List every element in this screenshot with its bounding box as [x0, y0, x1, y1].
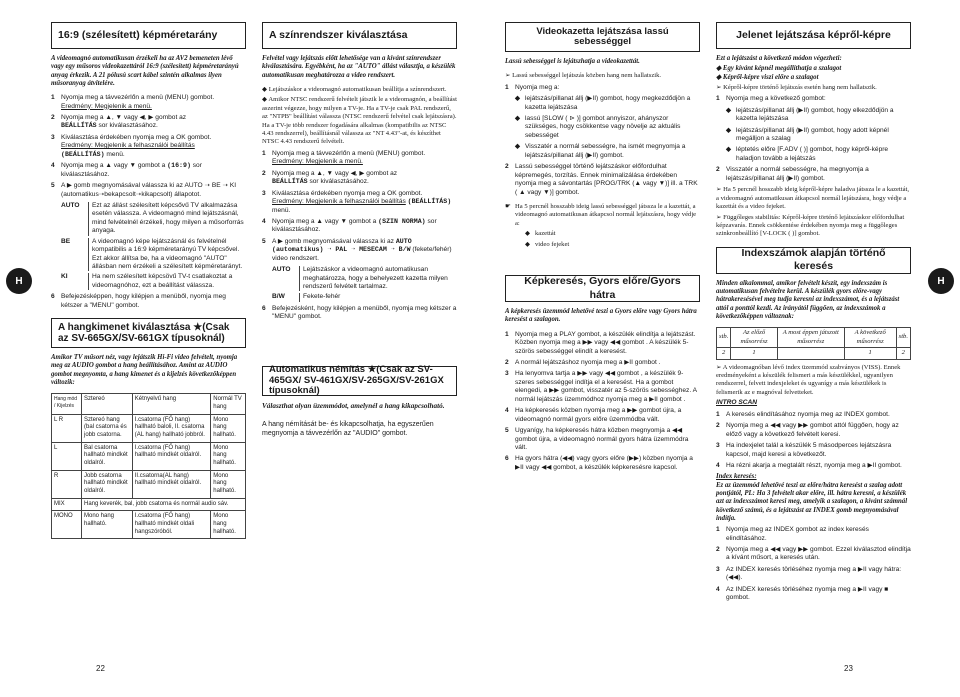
intro-line: Ezt a lejátszást a következő módon végezheti: [716, 55, 842, 62]
table-header: Kétnyelvű hang [132, 394, 211, 414]
step [716, 546, 911, 563]
step-text: Nyomja meg a: [515, 83, 560, 91]
table-cell: Bal csatorna hallható mindkét oldalról. [82, 442, 133, 470]
table-header: Normál TV hang [211, 394, 246, 414]
step-number: 3 [716, 565, 720, 573]
step-text: Az INDEX keresés törléséhez nyomja meg a ▶II vagy hátra: (◀◀). [726, 565, 902, 582]
step-number: 2 [716, 422, 720, 430]
step-number: 5 [51, 182, 55, 190]
table-row [52, 414, 246, 442]
table-row [52, 470, 246, 498]
table-cell: Hang keverék, bal, jobb csatorna és normál audio sáv. [82, 498, 246, 511]
list-item-text: video fejeket [535, 240, 570, 248]
step-result: Eredmény: Megjelenik a menü. [61, 102, 152, 110]
step-number: 4 [505, 407, 509, 415]
intro-scan-title: INTRO SCAN [716, 399, 758, 407]
menu-item-label: BEÁLLÍTÁS [61, 122, 97, 130]
table-cell: stb. [717, 328, 731, 348]
sub-step [726, 146, 911, 163]
section-title-audio: A hangkimenet kiválasztása ★(Csak az SV-665GX/SV-661GX típusoknál) [51, 318, 246, 348]
step-text: Kiválasztása érdekében nyomja meg a OK gombot. [61, 133, 212, 141]
step-number: 1 [716, 410, 720, 418]
table-cell: A most éppen játszott műsorrész [777, 328, 844, 348]
note-text: ➢ Ha 5 percnél hosszabb ideig képről-képre haladva játssza le a kazettát, a videomagnó automatikusan átkapcsol normál lejátszásra, hogy védje a kazettát és a video fejeket. [716, 186, 909, 211]
step-number: 2 [262, 169, 266, 177]
step-number: 2 [51, 114, 55, 121]
audio-mode-table [51, 393, 246, 539]
step-text: Ha indexjelet talál a készülék 5 másodperces lejátszásra kapcsol, majd keresi a következőt. [726, 442, 892, 458]
step-number: 2 [716, 166, 720, 174]
step [262, 305, 457, 322]
table-cell: II.csatorna(AL hang) hallható mindkét oldalról. [132, 470, 211, 498]
step [505, 370, 700, 404]
step [505, 407, 700, 424]
mode-desc: Ezt az állást szélesített képcsővű TV alkalmazása esetén válassza. A videomagnó mind lejátszásnál, mind felvételnél érzékeli, hogy milyen a műsorforrás anyaga. [92, 201, 244, 235]
step-number: 1 [51, 94, 55, 102]
step-number: 2 [505, 163, 509, 171]
mode-row [272, 266, 457, 291]
table-cell: 2 [896, 348, 910, 359]
list-item-text: ◆ Lejátszáskor a videomagnó automatikusan beállítja a színrendszert. [262, 85, 447, 93]
step-text: Az INDEX keresés törléséhez nyomja meg a ▶II vagy ■ gombot. [726, 585, 889, 602]
table-cell: Jobb csatorna hallható mindkét oldalról. [82, 470, 133, 498]
mode-key: B/W [272, 293, 300, 301]
step-number: 6 [505, 455, 509, 463]
table-cell: I.csatorna (FŐ hang) hallható mindkét oldali hangszóróból. [132, 511, 211, 539]
list-item [262, 86, 457, 94]
table-cell: Az előző műsorrész [731, 328, 777, 348]
diamond-icon: ◆ [726, 146, 732, 154]
table-cell: Sztereó hang (bal csatorna és jobb csatorna. [82, 414, 133, 442]
step-text: Ha képkeresés közben nyomja meg a ▶▶ gombot újra, a videomagnó normál gyors előre üzemmódba vált. [515, 407, 682, 423]
diamond-icon: ◆ [525, 240, 531, 248]
step-text: sor kiválasztásához. [309, 178, 369, 186]
step-text: Nyomja meg a ▲ vagy ▼ gombot a [272, 217, 377, 225]
sub-step [515, 115, 700, 140]
table-cell: Mono hang hallható. [211, 442, 246, 470]
step [505, 427, 700, 452]
step [51, 94, 246, 111]
table-cell: 2 [717, 348, 731, 359]
step-number: 1 [505, 330, 509, 338]
auto-mute-body: A hang némítását be- és kikapcsolhatja, ha egyszerűen megnyomja a távvezérlőn az "AUDIO" gombot. [262, 420, 434, 437]
sub-step [726, 127, 911, 144]
step-text: Befejezésként, hogy kilépjen a menüből, nyomja meg kétszer a "MENU" gombot. [272, 304, 457, 321]
intro-widescreen: A videomagnó automatikusan érzékeli ha az AV2 bemeneten lévő vagy egy műsoros videokazettáról 16:9 (szélesített) képméretarányú anyag érkezik. A 21 pólusú scart kábel szintén alkalmas ilyen műsoranyag átvitelére. [51, 55, 239, 87]
mode-row [61, 273, 246, 290]
list-item [525, 230, 700, 238]
step-result: Eredmény: Megjelenik a felhasználói beállítás [272, 198, 406, 206]
step-text: lejátszás/pillanat állj (▶II) gombot, hogy megkezdődjön a kazetta lejátszása [525, 95, 691, 111]
table-cell: Mono hang hallható. [211, 470, 246, 498]
step [716, 422, 911, 439]
step [716, 566, 911, 583]
intro-color-system: Felvétel vagy lejátszás előtt lehetősége van a kívánt színrendszer kiválasztására. Egyébként, ha az "AUTO" állást választja, a készülék automatikusan meghatározza a video rendszert. [262, 55, 456, 79]
diamond-icon: ◆ [525, 230, 531, 238]
table-cell: Mono hang hallható. [211, 414, 246, 442]
menu-item-label: (16:9) [167, 162, 191, 170]
step-number: 6 [51, 293, 55, 301]
table-cell: 1 [731, 348, 777, 359]
list-item [262, 96, 457, 147]
language-tab-right: H [928, 268, 954, 294]
table-header: Sztereó [82, 394, 133, 414]
section-title-color-system: A színrendszer kiválasztása [262, 22, 457, 49]
step-text: (fekete/fehér) video rendszert. [272, 246, 452, 262]
step-text: Ha gyors hátra (◀◀) vagy gyors előre (▶▶) közben nyomja a ▶II vagy ◀◀ gombot, a készülék képkeresésre kapcsol. [515, 455, 693, 471]
step-number: 6 [262, 304, 266, 312]
intro-line: ◆ Képről-képre viszi előre a szalagot [716, 73, 819, 81]
note-text: Ha 5 percnél hosszabb ideig lassú sebességgel játssza le a kazettát, a videomagnó automatikusan átkapcsol normál lejátszásra, hogy védje a: [515, 202, 697, 227]
step [716, 166, 911, 183]
step-number: 3 [51, 133, 55, 141]
list-item-text: kazettát [535, 230, 556, 238]
step [716, 526, 911, 543]
note [716, 186, 911, 211]
section-title-widescreen: 16:9 (szélesített) képméretarány [51, 22, 246, 49]
step-number: 4 [262, 217, 266, 225]
step-text: Nyomja meg a ▲ vagy ▼ gombot a [61, 162, 166, 170]
step-text: Nyomja meg a ◀◀ vagy ▶▶ gombot attól függően, hogy az előző vagy a következő felvételt keresi. [726, 422, 899, 438]
table-cell: Mono hang hallható. [211, 511, 246, 539]
step [716, 95, 911, 103]
column-color-system [262, 22, 457, 438]
step [505, 359, 700, 367]
step-text: Nyomja meg a távvezérlőn a menü (MENU) gombot. [272, 149, 426, 157]
table-row [52, 442, 246, 470]
step-text: Nyomja meg a ▲, ▼ vagy ◀, ▶ gombot az [61, 114, 187, 121]
step [51, 182, 246, 199]
sub-step [726, 107, 911, 124]
step-text: Nyomja meg az INDEX gombot az index keresés elindításához. [726, 526, 869, 542]
step-text: Kiválasztása érdekében nyomja meg a OK gombot. [272, 189, 423, 197]
step-text: menü. [106, 150, 125, 158]
step-text: sor kiválasztásához. [98, 122, 158, 130]
step [51, 134, 246, 159]
step-text: Befejezésképpen, hogy kilépjen a menüből, nyomja meg kétszer a "MENU" gombot. [61, 293, 226, 309]
step-text: Nyomja meg a távvezérlőn a menü (MENU) gombot. [61, 94, 215, 102]
sub-step [515, 143, 700, 160]
mode-key: BE [61, 238, 89, 272]
step-number: 5 [505, 427, 509, 435]
step [505, 84, 700, 92]
index-search-intro: Ez az üzemmód lehetővé teszi az előre/hátra keresést a szalag adott pontjától, PL: Ha 3 felvételt akar előre, ill. hátra keresni, a készülék azt az indexszámot keresi meg, amelyik a szalagon, a kívánt számnál következő számú, és a lejátszást az INDEX gomb megnyomásával indítja. [716, 481, 908, 522]
intro-picture-search: A képkeresés üzemmód lehetővé teszi a Gyors előre vagy Gyors hátra keresést a szalagon. [505, 308, 697, 324]
mode-row [61, 238, 246, 272]
step-number: 5 [262, 237, 266, 245]
step-text: Lassú sebességgel történő lejátszáskor előfordulhat képremegés, torzítás. Ennek minimalizálása érdekében nyomja meg a sávontartás [PROG/TRK (▲ vagy ▼)] ill. a TRK ( ▲ vagy ▼)] gombot. [515, 163, 698, 196]
step-text: lejátszás/pillanat állj (▶II) gombot, hogy adott képnél megálljon a szalag [736, 126, 889, 143]
note [505, 72, 700, 80]
mode-key: KI [61, 273, 89, 290]
column-slow-playback [505, 22, 700, 475]
step [262, 190, 457, 215]
list-item [525, 241, 700, 249]
intro-slow-playback: Lassú sebességgel is lejátszhatja a videokazettát. [505, 58, 640, 65]
page-number-left: 22 [96, 664, 105, 673]
mode-desc: Ha nem szélesített képcsövű TV-t csatlakoztat a videomagnóhoz, ezt a beállítást válassza. [92, 273, 233, 289]
step-text: A normál lejátszáshoz nyomja meg a ▶II gombot . [515, 359, 661, 367]
intro-index-search: Minden alkalommal, amikor felvételt készít, egy indexszám is automatikusan felvételre kerül. A készülék gyors előre-vagy hátrakeresésével meg tudja keresni az indexszámot, és a lejátszást attól a ponttól kezdi. Az irányától függően, az indexszámok a következőképpen változnak: [716, 279, 900, 320]
mode-desc: Lejátszáskor a videomagnó automatikusan meghatározza, hogy a behelyezett kazetta milyen rendszerű felvételt tartalmaz. [303, 266, 448, 291]
table-row [717, 348, 911, 359]
menu-item-label: (SZIN NORMA) [378, 217, 426, 225]
mode-row [61, 202, 246, 236]
step-number: 1 [262, 149, 266, 157]
step-number: 4 [716, 585, 720, 593]
column-widescreen [51, 22, 246, 539]
step [716, 411, 911, 419]
table-row [52, 498, 246, 511]
step-text: Nyomja meg a ◀◀ vagy ▶▶ gombot. Ezzel kiválasztod elindítja a kívánt műsort, a keresés után. [726, 545, 911, 562]
table-row [717, 328, 911, 348]
step [262, 218, 457, 235]
menu-item-label: (BEÁLLÍTÁS) [407, 198, 452, 206]
step [505, 455, 700, 472]
step-result: Eredmény: Megjelenik a menü. [272, 158, 363, 166]
note-text: ➢ Függőleges stabilitás: Képről-képre történő lejátszáskor előfordulhat képzavarás. Ennek csökkentése érdekében nyomja meg a függőleges szinkronbeállító [V-LOCK ( )] gombot. [716, 213, 905, 238]
step [505, 163, 700, 197]
step-text: menü. [272, 206, 291, 214]
step [262, 150, 457, 167]
step-text: Ugyanígy, ha képkeresés hátra közben megnyomja a ◀◀ gombot újra, a videomagnó normál gyors hátra üzemmódra vált. [515, 427, 689, 451]
step [716, 586, 911, 603]
note-text: ➢ Lassú sebességgel lejátszás közben hang nem hallatszik. [505, 72, 662, 80]
table-cell: R [52, 470, 82, 498]
step-number: 3 [716, 442, 720, 450]
menu-item-label: BEÁLLÍTÁS [272, 178, 308, 186]
step-text: A ▶ gomb megnyomásával válassza ki az [272, 237, 394, 245]
table-cell [777, 348, 844, 359]
intro-line: ◆ Egy kívánt képnél megállíthatja a szalagot [716, 65, 842, 73]
step-number: 4 [716, 461, 720, 469]
table-cell: I.csatorna (FŐ hang) hallható mindkét oldalról. [132, 442, 211, 470]
step [51, 162, 246, 179]
table-row [52, 511, 246, 539]
step-text: A keresés elindításához nyomja meg az INDEX gombot. [726, 410, 890, 418]
step-text: Visszatér a normál sebességre, ha ismét megnyomja a lejátszás/pillanat állj (▶II) gombot. [525, 143, 686, 159]
step-number: 2 [716, 545, 720, 553]
mode-key: AUTO [61, 202, 89, 236]
table-cell: L R [52, 414, 82, 442]
table-cell: I.csatorna (FŐ hang) hallható baloli, II. csatorna (AL hang) hallható jobbról. [132, 414, 211, 442]
note-text: ➢ A videomagnóban lévő index üzemmód szabványos (VISS). Ennek eredményeként a készülék felismeri a más készülékkel, ugyanilyen rendszerrel, felvett indexjeleket és ugyanígy a más készülékek is felismerik az e magnóval felvetteket. [716, 363, 901, 396]
mode-row [272, 293, 457, 301]
list-item-text: ◆ Amikor NTSC rendszerű felvételt játszik le a videomagnón, a beállítást aszerint végezze, hogy milyen a TV-je. Ha a TV-je csak PAL rendszerű, az "NTPB" beállítást válassza (NTSC rendszerű felvétel csak lejátszásra). Ha a TV-je több rendszer fogadására alkalmas (kompatibilis az NTSC 4.43 rendszerrel), beállításnál válassza az "NT 4.43"-at, és készíthet NTSC 4.43 rendszerű felvételt. [262, 96, 457, 146]
step-text: Visszatér a normál sebességre, ha megnyomja a lejátszás/pillanat állj (▶II) gombot. [726, 166, 869, 182]
step [262, 170, 457, 187]
table-cell: A következő műsorrész [844, 328, 896, 348]
step-text: léptetés előre [F.ADV ( )] gombot, hogy képről-képre haladjon tovább a lejátszás [736, 146, 889, 162]
diamond-icon: ◆ [515, 115, 521, 123]
step-text: A ▶ gomb megnyomásával válassza ki az AUTO ➝ BE ➝ KI (automatikus➝bekapcsolt➝kikapcsolt) állapotot. [61, 182, 237, 198]
step-number: 1 [716, 526, 720, 534]
step [716, 442, 911, 459]
step [716, 462, 911, 470]
table-cell: Mono hang hallható. [82, 511, 133, 539]
step [505, 331, 700, 356]
note [716, 84, 911, 92]
step-text: Ha rézni akarja a megtalált részt, nyomja meg a ▶II gombot. [726, 461, 902, 469]
table-cell: MONO [52, 511, 82, 539]
section-title-slow-playback: Videokazetta lejátszása lassú sebességgel [505, 22, 700, 52]
section-title-frame-advance: Jelenet lejátszása képről-képre [716, 22, 911, 49]
step [262, 238, 457, 263]
step-text: lejátszás/pillanat állj (▶II) gombot, hogy elkezdődjön a kazetta lejátszása [736, 106, 894, 123]
table-header: Hang mód / Kijelzés [52, 394, 82, 414]
table-cell: L [52, 442, 82, 470]
intro-audio: Amikor TV műsort néz, vagy lejátszik Hi-Fi video felvételt, nyomja meg az AUDIO gombot a hang beállításához. Amint az AUDIO gombot megnyomta, a hang kimenet és a kijelzés következőképpen változik: [51, 354, 238, 387]
step-result: Eredmény: Megjelenik a felhasználói beállítás [61, 142, 195, 150]
step-text: Nyomja meg a PLAY gombot, a készülék elindítja a lejátszást. Közben nyomja meg a ▶▶ vagy ◀◀ gombot . A készülék 5-szörös sebességgel elindít a keresést. [515, 330, 696, 355]
mode-key: AUTO [272, 266, 300, 291]
note-text: ➢ Képről-képre történő lejátszás esetén hang nem hallatszik. [716, 83, 877, 91]
step-number: 4 [51, 162, 55, 170]
step-text: sor kiválasztásához. [61, 162, 202, 178]
section-title-auto-mute: Automatikus némítás ★(Csak az SV-465GX/ SV-461GX/SV-265GX/SV-261GX típusoknál) [262, 366, 457, 396]
step-number: 3 [505, 370, 509, 378]
step-number: 3 [262, 189, 266, 197]
table-cell: 1 [844, 348, 896, 359]
note [716, 364, 911, 398]
step [51, 293, 246, 310]
pointing-hand-icon: ☛ [505, 202, 511, 210]
diamond-icon: ◆ [726, 106, 732, 114]
step-number: 1 [505, 83, 509, 91]
step-text: lassú [SLOW ( ⊳ )] gombot annyiszor, ahányszor szükséges, hogy csökkentse vagy növelje az aktuális sebességet [525, 115, 681, 139]
menu-item-label: (BEÁLLÍTÁS) [61, 150, 105, 158]
step-text: Nyomja meg a ▲, ▼ vagy ◀, ▶ gombot az [272, 169, 398, 177]
table-cell: MIX [52, 498, 82, 511]
step-text: Ha lenyomva tartja a ▶▶ vagy ◀◀ gombot , a készülék 9-szeres sebességgel indítja el a keresést. Ha a gombot elengedi, a ▶▶ gombot, visszatér az 5-szörös sebességhez. A normál lejátszás üzemmódhoz nyomja meg a ▶II gombot . [515, 370, 697, 403]
sub-step [515, 95, 700, 112]
menu-item-label: AUTO (automatikus) ➝ PAL ➝ MESECAM ➝ B/W [272, 237, 412, 254]
mode-desc: A videomagnó képe lejátszásnál és felvételnél kompatibilis a 16:9 képméretarányú TV képcsővel. Ezt akkor állítsa be, ha a videomagnó "AUTO" állásban nem érzékeli a szélesített képméretarányt. [92, 237, 243, 270]
step-number: 1 [716, 95, 720, 103]
diamond-icon: ◆ [515, 143, 521, 151]
section-title-index-search: Indexszámok alapján történő keresés [716, 247, 911, 274]
note [716, 214, 911, 239]
mode-desc: Fekete-fehér [303, 293, 341, 301]
step-text: sor kiválasztásához. [272, 217, 437, 234]
step-number: 2 [505, 359, 509, 367]
step-text: Nyomja meg a következő gombot: [726, 95, 826, 103]
note [505, 203, 700, 228]
step [51, 114, 246, 131]
index-diagram-table [716, 327, 911, 359]
column-frame-advance [716, 22, 911, 606]
intro-auto-mute: Választhat olyan üzemmódot, amelynél a hang kikapcsolható. [262, 401, 445, 410]
diamond-icon: ◆ [726, 126, 732, 134]
index-search-title: Index keresés: [716, 473, 757, 481]
page-number-right: 23 [844, 664, 853, 673]
section-title-picture-search: Képkeresés, Gyors előre/Gyors hátra [505, 275, 700, 302]
table-cell: stb. [896, 328, 910, 348]
diamond-icon: ◆ [515, 95, 521, 103]
language-tab-left: H [6, 268, 32, 294]
